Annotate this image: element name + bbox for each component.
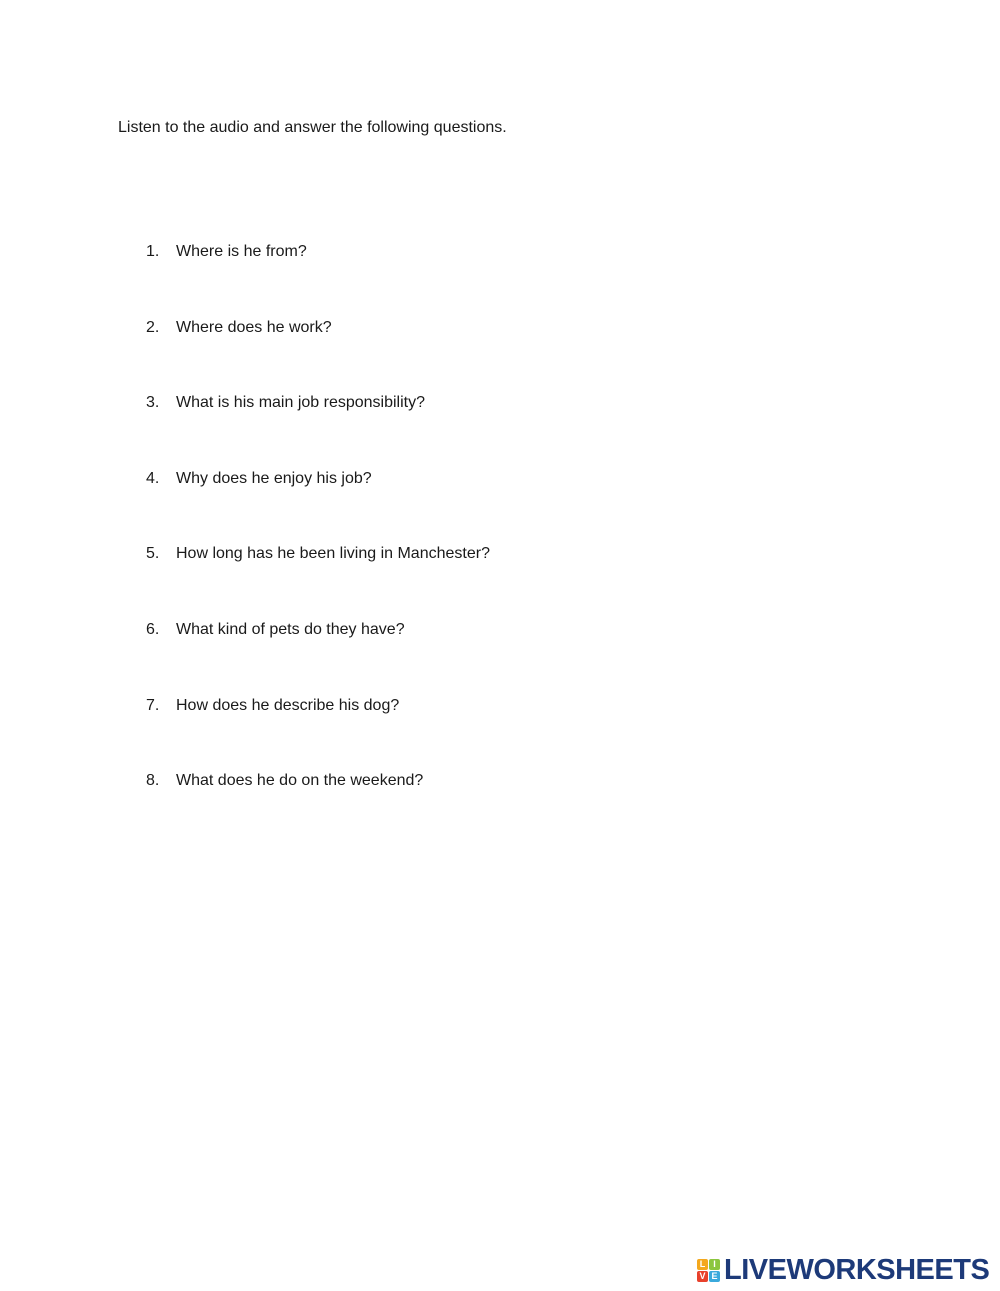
question-number: 4. [146, 469, 160, 487]
question-text: What does he do on the weekend? [176, 772, 424, 790]
logo-tile-v: V [697, 1271, 708, 1282]
liveworksheets-brand [697, 1254, 989, 1286]
question-text: How long has he been living in Manchester? [176, 545, 490, 563]
brand-name: LIVEWORKSHEETS [724, 1254, 990, 1286]
question-number: 2. [146, 318, 160, 336]
liveworksheets-logo-icon [697, 1259, 720, 1282]
question-text: What kind of pets do they have? [176, 620, 405, 638]
question-text: What is his main job responsibility? [176, 394, 425, 412]
question-text: Where is he from? [176, 243, 307, 260]
logo-tile-e: E [709, 1271, 720, 1282]
logo-tile-i: I [709, 1259, 720, 1270]
question-number: 6. [146, 620, 160, 638]
question-text: How does he describe his dog? [176, 696, 400, 714]
logo-tile-l: L [697, 1259, 708, 1270]
question-text: Why does he enjoy his job? [176, 469, 372, 487]
question-number: 1. [146, 243, 160, 260]
instruction-text: Listen to the audio and answer the following questions. [118, 119, 507, 136]
question-number: 3. [146, 394, 160, 412]
question-text: Where does he work? [176, 318, 332, 336]
question-number: 7. [146, 696, 160, 714]
question-number: 5. [146, 545, 160, 563]
question-number: 8. [146, 772, 160, 790]
